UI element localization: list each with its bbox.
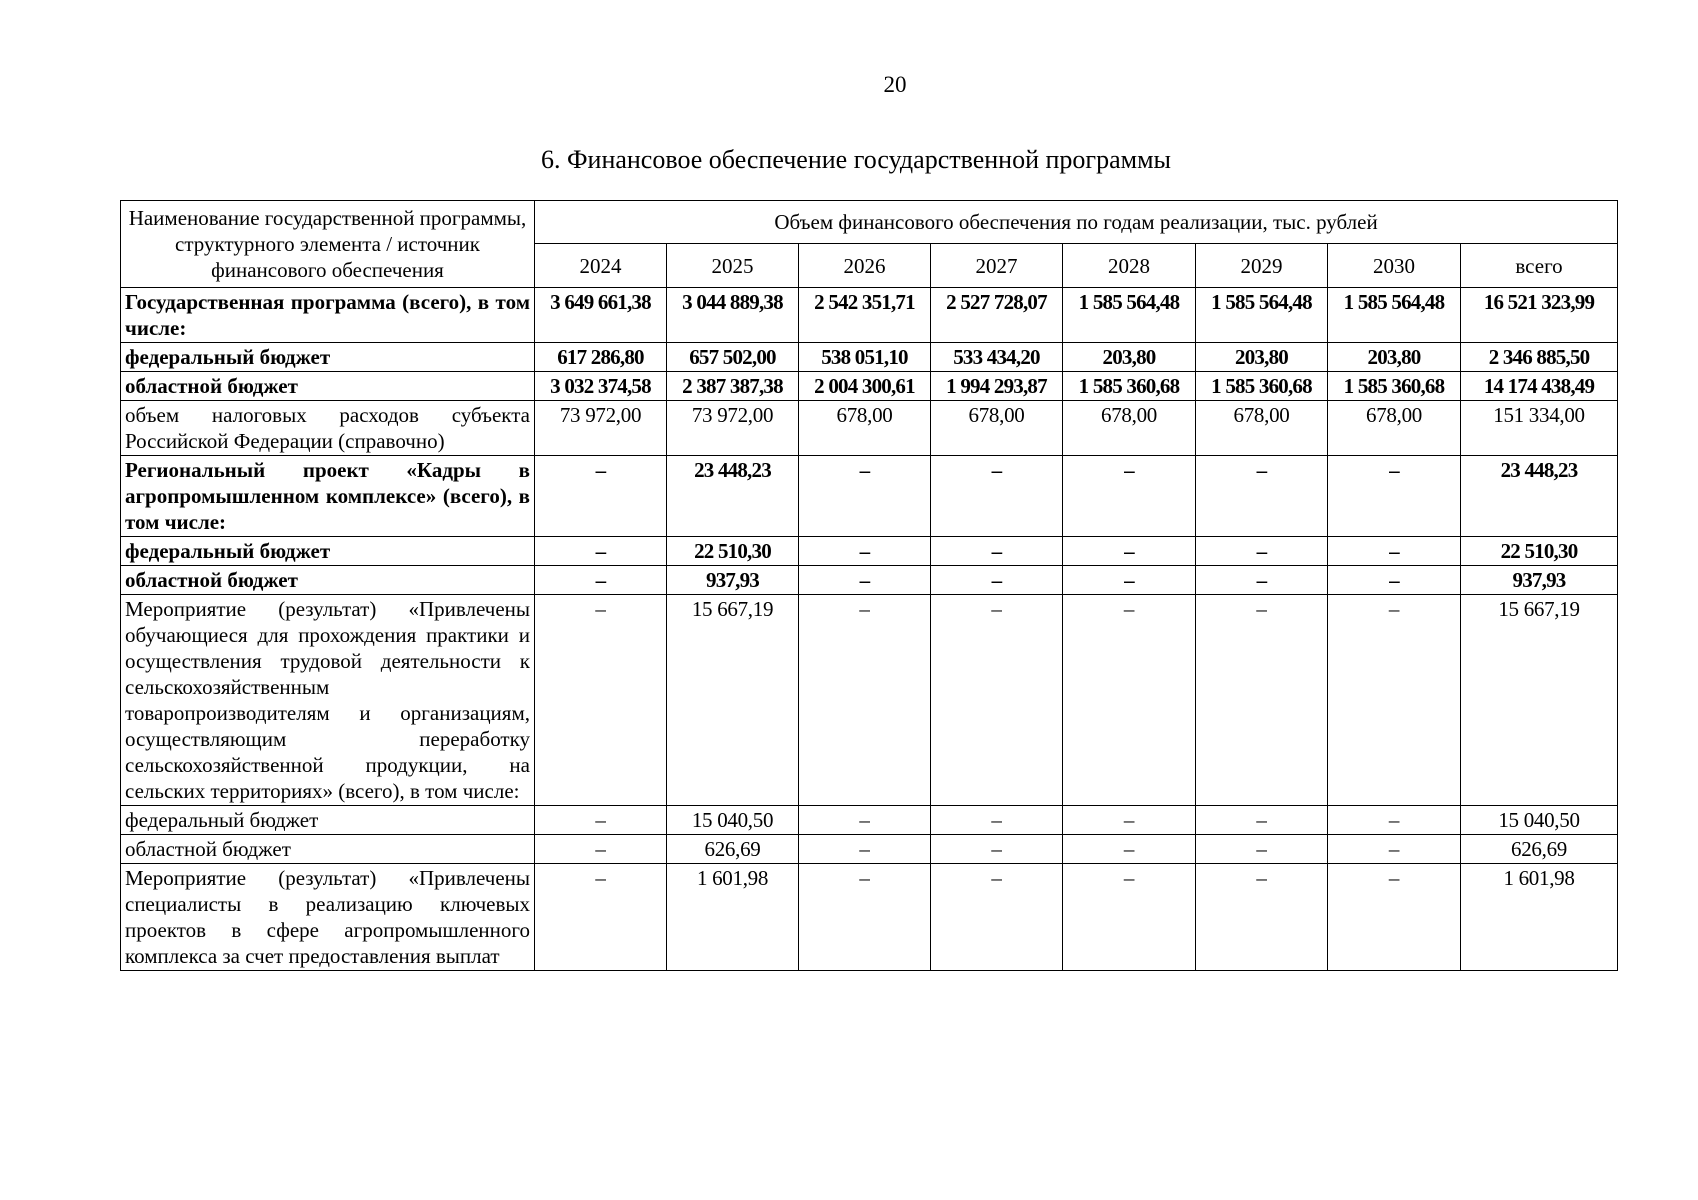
value-cell: 937,93 xyxy=(667,566,799,595)
value-cell: – xyxy=(1328,456,1461,537)
value-cell: 2 387 387,38 xyxy=(667,372,799,401)
value-cell: 678,00 xyxy=(799,401,931,456)
value-cell: 3 649 661,38 xyxy=(535,288,667,343)
value-cell: – xyxy=(799,537,931,566)
year-header-cell: 2028 xyxy=(1063,244,1196,288)
value-cell: – xyxy=(1328,835,1461,864)
value-cell: 15 667,19 xyxy=(1461,595,1618,806)
row-name-cell: Мероприятие (результат) «Привлечены обучающиеся для прохождения практики и осуществления трудовой деятельности к сельскохозяйственным товаропроизводителям и организациям, осуществляющим переработку сельскохозяйственной продукции, на сельских территориях» (всего), в том числе: xyxy=(121,595,535,806)
table-row xyxy=(121,835,1618,864)
value-cell: 657 502,00 xyxy=(667,343,799,372)
value-cell: – xyxy=(1328,806,1461,835)
header-name-cell: Наименование государственной программы, структурного элемента / источник финансового обеспечения xyxy=(121,201,535,288)
value-cell: – xyxy=(799,864,931,971)
value-cell: 617 286,80 xyxy=(535,343,667,372)
table-row xyxy=(121,372,1618,401)
value-cell: 22 510,30 xyxy=(667,537,799,566)
value-cell: – xyxy=(1328,595,1461,806)
value-cell: – xyxy=(799,806,931,835)
section-title: 6. Финансовое обеспечение государственной программы xyxy=(540,145,1172,174)
year-header-cell: 2025 xyxy=(667,244,799,288)
value-cell: – xyxy=(1196,864,1328,971)
financing-table xyxy=(120,200,1618,971)
value-cell: 1 994 293,87 xyxy=(931,372,1063,401)
value-cell: 678,00 xyxy=(931,401,1063,456)
row-name-cell: областной бюджет xyxy=(121,372,535,401)
table-row xyxy=(121,343,1618,372)
value-cell: 1 585 360,68 xyxy=(1196,372,1328,401)
value-cell: 533 434,20 xyxy=(931,343,1063,372)
value-cell: 203,80 xyxy=(1328,343,1461,372)
value-cell: 15 040,50 xyxy=(667,806,799,835)
value-cell: 23 448,23 xyxy=(667,456,799,537)
year-header-cell: 2026 xyxy=(799,244,931,288)
value-cell: – xyxy=(535,864,667,971)
value-cell: 16 521 323,99 xyxy=(1461,288,1618,343)
value-cell: – xyxy=(535,566,667,595)
value-cell: 151 334,00 xyxy=(1461,401,1618,456)
value-cell: 626,69 xyxy=(1461,835,1618,864)
value-cell: – xyxy=(1063,864,1196,971)
value-cell: 3 044 889,38 xyxy=(667,288,799,343)
value-cell: – xyxy=(931,566,1063,595)
value-cell: – xyxy=(931,864,1063,971)
value-cell: 2 542 351,71 xyxy=(799,288,931,343)
value-cell: – xyxy=(1196,566,1328,595)
value-cell: – xyxy=(535,806,667,835)
value-cell: 203,80 xyxy=(1196,343,1328,372)
value-cell: 3 032 374,58 xyxy=(535,372,667,401)
value-cell: 23 448,23 xyxy=(1461,456,1618,537)
year-header-cell: 2029 xyxy=(1196,244,1328,288)
value-cell: 1 601,98 xyxy=(1461,864,1618,971)
value-cell: 73 972,00 xyxy=(535,401,667,456)
table-row xyxy=(121,566,1618,595)
value-cell: 1 585 360,68 xyxy=(1328,372,1461,401)
value-cell: – xyxy=(799,595,931,806)
value-cell: – xyxy=(1063,537,1196,566)
value-cell: 678,00 xyxy=(1063,401,1196,456)
table-row xyxy=(121,401,1618,456)
value-cell: – xyxy=(1328,537,1461,566)
table-row xyxy=(121,456,1618,537)
row-name-cell: федеральный бюджет xyxy=(121,537,535,566)
value-cell: – xyxy=(1063,806,1196,835)
value-cell: – xyxy=(931,835,1063,864)
value-cell: – xyxy=(1196,595,1328,806)
value-cell: – xyxy=(1063,566,1196,595)
value-cell: 1 585 360,68 xyxy=(1063,372,1196,401)
value-cell: 937,93 xyxy=(1461,566,1618,595)
header-volume-cell: Объем финансового обеспечения по годам реализации, тыс. рублей xyxy=(535,201,1618,244)
value-cell: 678,00 xyxy=(1196,401,1328,456)
value-cell: – xyxy=(1328,566,1461,595)
value-cell: 22 510,30 xyxy=(1461,537,1618,566)
table-row xyxy=(121,864,1618,971)
value-cell: 14 174 438,49 xyxy=(1461,372,1618,401)
value-cell: 2 004 300,61 xyxy=(799,372,931,401)
value-cell: – xyxy=(535,456,667,537)
row-name-cell: федеральный бюджет xyxy=(121,343,535,372)
value-cell: – xyxy=(535,835,667,864)
row-name-cell: Мероприятие (результат) «Привлечены специалисты в реализацию ключевых проектов в сфере агропромышленного комплекса за счет предоставления выплат xyxy=(121,864,535,971)
row-name-cell: федеральный бюджет xyxy=(121,806,535,835)
value-cell: 678,00 xyxy=(1328,401,1461,456)
value-cell: 538 051,10 xyxy=(799,343,931,372)
value-cell: 2 346 885,50 xyxy=(1461,343,1618,372)
value-cell: – xyxy=(1063,456,1196,537)
value-cell: – xyxy=(1063,595,1196,806)
year-header-cell: 2024 xyxy=(535,244,667,288)
value-cell: – xyxy=(799,835,931,864)
value-cell: – xyxy=(931,595,1063,806)
value-cell: – xyxy=(1063,835,1196,864)
value-cell: – xyxy=(1196,456,1328,537)
value-cell: – xyxy=(1328,864,1461,971)
year-header-cell: всего xyxy=(1461,244,1618,288)
table-row xyxy=(121,595,1618,806)
table-row xyxy=(121,537,1618,566)
value-cell: – xyxy=(931,456,1063,537)
row-name-cell: областной бюджет xyxy=(121,835,535,864)
value-cell: 1 585 564,48 xyxy=(1328,288,1461,343)
value-cell: – xyxy=(535,537,667,566)
year-header-cell: 2030 xyxy=(1328,244,1461,288)
table-header xyxy=(121,201,1618,288)
value-cell: 15 667,19 xyxy=(667,595,799,806)
row-name-cell: Региональный проект «Кадры в агропромышленном комплексе» (всего), в том числе: xyxy=(121,456,535,537)
value-cell: – xyxy=(799,566,931,595)
value-cell: 1 585 564,48 xyxy=(1196,288,1328,343)
value-cell: 15 040,50 xyxy=(1461,806,1618,835)
value-cell: 626,69 xyxy=(667,835,799,864)
value-cell: 2 527 728,07 xyxy=(931,288,1063,343)
value-cell: 73 972,00 xyxy=(667,401,799,456)
row-name-cell: областной бюджет xyxy=(121,566,535,595)
value-cell: 1 585 564,48 xyxy=(1063,288,1196,343)
table-row xyxy=(121,806,1618,835)
value-cell: – xyxy=(931,806,1063,835)
value-cell: – xyxy=(799,456,931,537)
value-cell: – xyxy=(1196,835,1328,864)
value-cell: – xyxy=(535,595,667,806)
row-name-cell: Государственная программа (всего), в том числе: xyxy=(121,288,535,343)
table-body xyxy=(121,288,1618,971)
value-cell: – xyxy=(1196,806,1328,835)
value-cell: – xyxy=(1196,537,1328,566)
value-cell: 203,80 xyxy=(1063,343,1196,372)
page-number: 20 xyxy=(883,72,907,97)
value-cell: – xyxy=(931,537,1063,566)
table-row xyxy=(121,288,1618,343)
row-name-cell: объем налоговых расходов субъекта Российской Федерации (справочно) xyxy=(121,401,535,456)
year-header-cell: 2027 xyxy=(931,244,1063,288)
value-cell: 1 601,98 xyxy=(667,864,799,971)
